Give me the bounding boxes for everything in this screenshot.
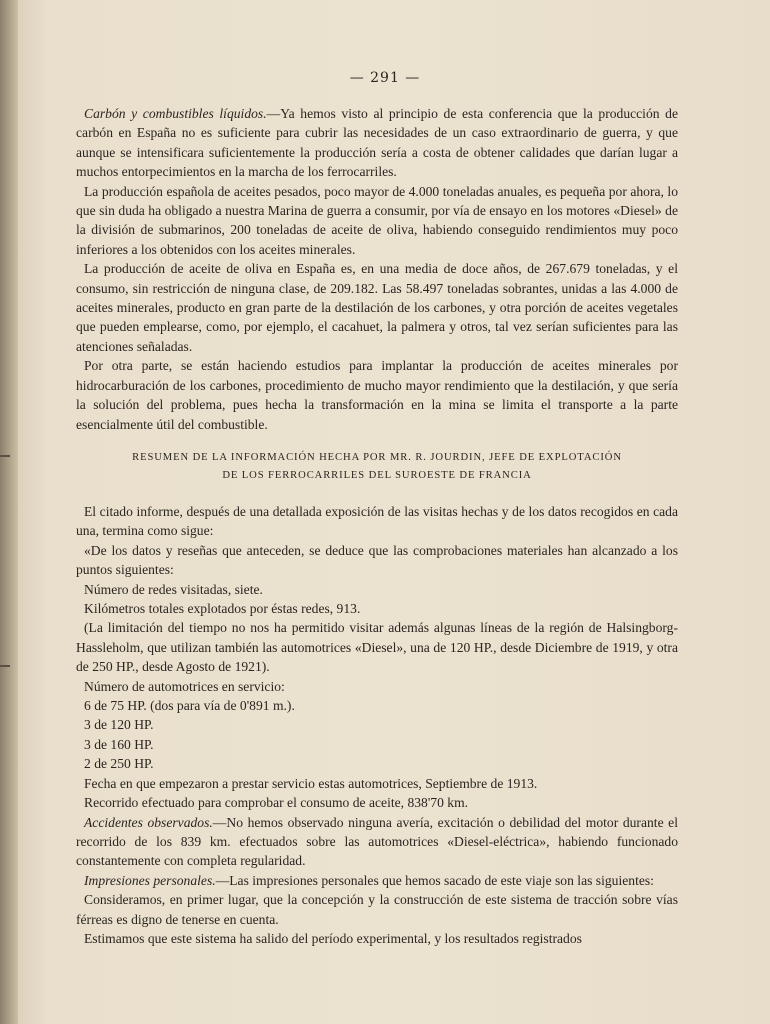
section-heading	[76, 449, 678, 485]
list-item: Fecha en que empezaron a prestar servicio estas automotrices, Septiembre de 1913.	[84, 775, 538, 791]
section-title: Impresiones personales.	[84, 872, 216, 888]
list-item: Kilómetros totales explotados por éstas redes, 913.	[84, 601, 361, 617]
paragraph: Consideramos, en primer lugar, que la concepción y la construcción de este sistema de tracción sobre vías férreas es digno de tenerse en cuenta.	[76, 892, 678, 927]
paragraph: La producción española de aceites pesados, poco mayor de 4.000 toneladas anuales, es pequeña por ahora, lo que sin duda ha obligado a nuestra Marina de guerra a consumir, por vía de ensayo en los motores «Diesel» de la división de submarinos, 200 toneladas de aceite de oliva, habiendo conseguido rendimientos muy poco inferiores a los obtenidos con los aceites minerales.	[76, 183, 678, 257]
list-item: 6 de 75 HP. (dos para vía de 0'891 m.).	[84, 698, 295, 714]
page-binding-edge	[0, 0, 18, 1024]
section-title: Accidentes observados.	[84, 814, 213, 830]
section-resumen	[76, 502, 678, 948]
paragraph-text: —Las impresiones personales que hemos sacado de este viaje son las siguientes:	[215, 872, 654, 888]
heading-line: DE LOS FERROCARRILES DEL SUROESTE DE FRANCIA	[222, 470, 532, 481]
paragraph	[76, 813, 678, 871]
paragraph: El citado informe, después de una detallada exposición de las visitas hechas y de los datos recogidos en cada una, termina como sigue:	[76, 504, 678, 539]
list-item: Número de automotrices en servicio:	[84, 678, 285, 694]
section-combustibles	[76, 104, 678, 434]
edge-mark	[0, 665, 10, 667]
page-number: — 291 —	[349, 70, 421, 86]
section-title: Carbón y combustibles líquidos.	[84, 106, 267, 121]
paragraph	[76, 104, 678, 182]
paragraph	[76, 871, 678, 890]
paragraph: Por otra parte, se están haciendo estudios para implantar la producción de aceites minerales por hidrocarburación de los carbones, procedimiento de mucho mayor rendimiento que la destilación, y que sería la solución del problema, pues hecha la transformación en la mina se limita el transporte a la parte esencialmente útil del combustible.	[76, 358, 678, 432]
paragraph: (La limitación del tiempo no nos ha permitido visitar además algunas líneas de la región de Halsingborg-Hassleholm, que utilizan también las automotrices «Diesel», una de 120 HP., desde Diciembre de 1919, y otra de 250 HP., desde Agosto de 1921).	[76, 620, 678, 675]
list-item: 2 de 250 HP.	[84, 756, 154, 772]
list-item: Recorrido efectuado para comprobar el consumo de aceite, 838'70 km.	[84, 795, 469, 811]
edge-mark	[0, 455, 10, 457]
paragraph: La producción de aceite de oliva en España es, en una media de doce años, de 267.679 toneladas, y el consumo, sin restricción de ninguna clase, de 209.182. Las 58.497 toneladas sobrantes, unidas a las 4.000 de aceites minerales, producto en gran parte de la destilación de los carbones, y otra porción de aceites vegetales que pueden emplearse, como, por ejemplo, el cacahuet, la palmera y otros, tal vez serían suficientes para las atenciones señaladas.	[76, 261, 678, 354]
heading-line: RESUMEN DE LA INFORMACIÓN HECHA POR MR. R. JOURDIN, JEFE DE EXPLOTACIÓN	[132, 452, 622, 463]
list-item: 3 de 120 HP.	[84, 717, 154, 733]
list-item: Número de redes visitadas, siete.	[84, 581, 263, 597]
paragraph: Estimamos que este sistema ha salido del período experimental, y los resultados registrados	[84, 930, 582, 946]
paragraph: «De los datos y reseñas que anteceden, se deduce que las comprobaciones materiales han alcanzado a los puntos siguientes:	[76, 542, 678, 578]
paragraph-text: —No hemos observado ninguna avería, excitación o debilidad del motor durante el recorrido de los 839 km. efectuados sobre las automotrices «Diesel-eléctrica», habiendo funcionado constantemente con completa regularidad.	[76, 814, 678, 869]
paragraph-text: —Ya hemos visto al principio de esta conferencia que la producción de carbón en España no es suficiente para cubrir las necesidades de un caso extraordinario de guerra, y que aunque se intensificara suficientemente la producción sería a costa de obtener calidades que darían lugar a muchos entorpecimientos en la marcha de los ferrocarriles.	[76, 106, 678, 180]
list-item: 3 de 160 HP.	[84, 736, 154, 752]
